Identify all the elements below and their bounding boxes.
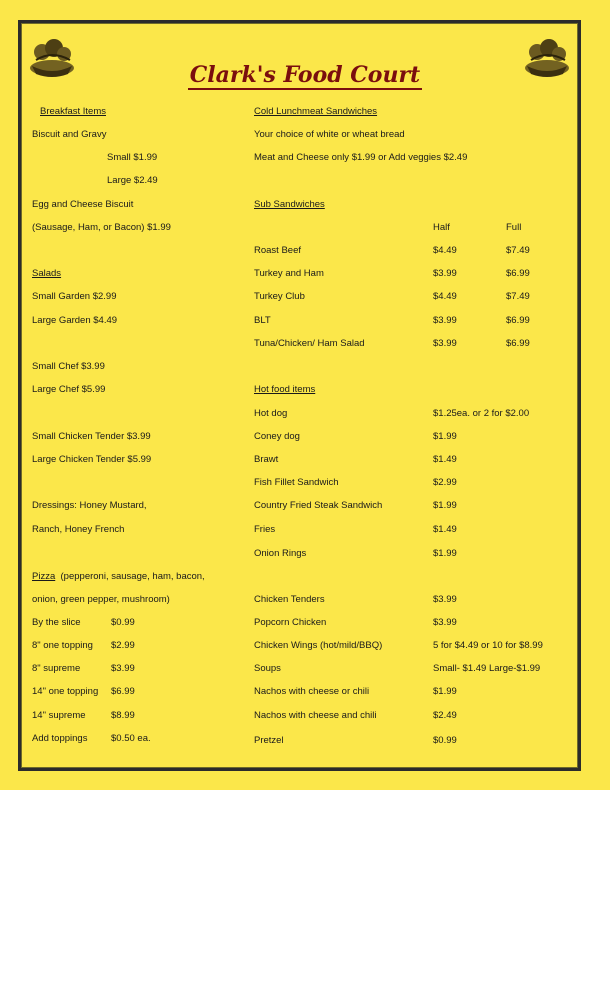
sub-row-name: Turkey and Ham [254,268,324,279]
pizza-row-price: $0.99 [111,617,135,628]
egg-cheese-biscuit: Egg and Cheese Biscuit [32,199,134,210]
sub-row-full: $6.99 [506,315,530,326]
sub-row-half: $4.49 [433,245,457,256]
sub-row-name: BLT [254,315,271,326]
hot-row-price: $2.49 [433,710,457,721]
pizza-desc-1: (pepperoni, sausage, ham, bacon, [60,571,205,582]
hot-row-price: $3.99 [433,594,457,605]
hot-row-name: Popcorn Chicken [254,617,327,628]
hot-row-name: Onion Rings [254,548,307,559]
dressings-line-2: Ranch, Honey French [32,524,125,535]
hot-row-price: $2.99 [433,477,457,488]
sub-row-name: Tuna/Chicken/ Ham Salad [254,338,365,349]
pizza-heading: Pizza [32,571,56,582]
page-title: Clark's Food Court [189,62,421,88]
hot-row-name: Coney dog [254,431,300,442]
sub-row-name: Turkey Club [254,291,305,302]
pizza-heading-line [32,571,205,583]
salads-heading: Salads [32,268,62,279]
hot-row-name: Soups [254,663,281,674]
hot-row-name: Brawt [254,454,279,465]
pizza-row-price: $3.99 [111,663,135,674]
large-chef: Large Chef $5.99 [32,384,106,395]
sub-row-full: $7.49 [506,245,530,256]
hot-row-name: Fries [254,524,276,535]
pizza-row-name: Add toppings [32,733,88,744]
sub-row-half: $3.99 [433,338,457,349]
sub-sandwiches-heading: Sub Sandwiches [254,199,325,210]
sub-row-half: $3.99 [433,315,457,326]
hot-row-price: $1.99 [433,548,457,559]
sub-row-full: $7.49 [506,291,530,302]
sub-row-name: Roast Beef [254,245,301,256]
pizza-row-name: 14" one topping [32,686,99,697]
sub-row-half: $3.99 [433,268,457,279]
pizza-row-price: $2.99 [111,640,135,651]
pizza-desc-2: onion, green pepper, mushroom) [32,594,170,605]
egg-biscuit-options: (Sausage, Ham, or Bacon) $1.99 [32,222,171,233]
hot-row-price: $1.25ea. or 2 for $2.00 [433,408,530,419]
hot-row-name: Country Fried Steak Sandwich [254,500,383,511]
pizza-row-price: $6.99 [111,686,135,697]
sub-half-header: Half [433,222,450,233]
pizza-row-name: 8" supreme [32,663,81,674]
hot-row-name: Hot dog [254,408,288,419]
breakfast-heading: Breakfast Items [40,106,106,117]
hot-row-price: $1.49 [433,524,457,535]
hot-row-name: Chicken Tenders [254,594,325,605]
hot-row-name: Nachos with cheese and chili [254,710,377,721]
hot-row-price: Small- $1.49 Large-$1.99 [433,663,541,674]
cold-bread-choice: Your choice of white or wheat bread [254,129,405,140]
small-garden: Small Garden $2.99 [32,291,117,302]
small-chef: Small Chef $3.99 [32,361,105,372]
pizza-row-name: 14" supreme [32,710,86,721]
large-chicken-tender: Large Chicken Tender $5.99 [32,454,152,465]
hot-row-price: $1.99 [433,686,457,697]
hot-row-price: $0.99 [433,735,457,746]
hot-food-heading: Hot food items [254,384,316,395]
biscuit-large: Large $2.49 [107,175,158,186]
pizza-row-name: 8" one topping [32,640,93,651]
hot-row-price: 5 for $4.49 or 10 for $8.99 [433,640,543,651]
hot-row-name: Pretzel [254,735,284,746]
pizza-row-name: By the slice [32,617,81,628]
sub-row-half: $4.49 [433,291,457,302]
hot-row-price: $1.49 [433,454,457,465]
hot-row-price: $1.99 [433,431,457,442]
biscuit-small: Small $1.99 [107,152,158,163]
hot-row-name: Nachos with cheese or chili [254,686,370,697]
large-garden: Large Garden $4.49 [32,315,118,326]
hot-row-price: $3.99 [433,617,457,628]
pizza-row-price: $8.99 [111,710,135,721]
sub-row-full: $6.99 [506,338,530,349]
sub-full-header: Full [506,222,522,233]
hot-row-price: $1.99 [433,500,457,511]
hot-row-name: Fish Fillet Sandwich [254,477,339,488]
cold-sandwiches-heading: Cold Lunchmeat Sandwiches [254,106,378,117]
sub-row-full: $6.99 [506,268,530,279]
biscuit-gravy: Biscuit and Gravy [32,129,107,140]
dressings-line-1: Dressings: Honey Mustard, [32,500,147,511]
hot-row-name: Chicken Wings (hot/mild/BBQ) [254,640,383,651]
small-chicken-tender: Small Chicken Tender $3.99 [32,431,151,442]
pizza-row-price: $0.50 ea. [111,733,151,744]
cold-pricing: Meat and Cheese only $1.99 or Add veggies $2.49 [254,152,468,163]
